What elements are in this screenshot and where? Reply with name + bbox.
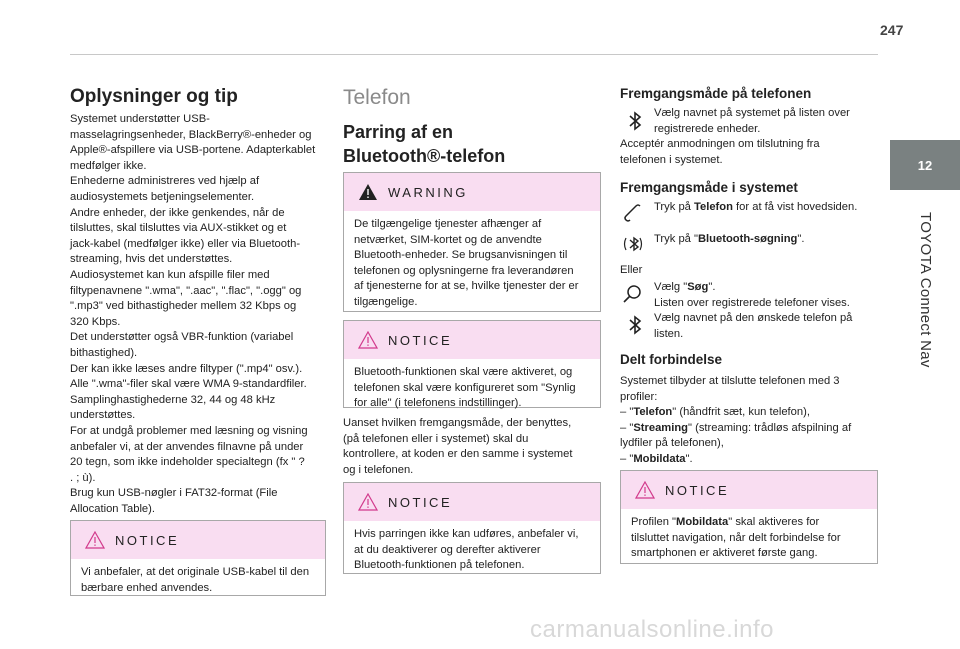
text-line: Systemet understøtter USB- <box>70 113 210 125</box>
warning-triangle-icon <box>85 531 105 549</box>
text-line: medfølger ikke. <box>70 159 147 172</box>
warning-triangle-icon <box>358 183 378 201</box>
text-line: af tjenesterne for at se, hvilke tjenester der er <box>354 280 579 293</box>
text-line: (på telefonen eller i systemet) skal du <box>343 432 529 445</box>
text-line: Enhederne administreres ved hjælp af <box>70 175 260 188</box>
system-step-telefon: Tryk på Telefon for at få vist hovedsiden. <box>654 201 858 213</box>
warning-box <box>343 172 601 312</box>
text-line: Alle ".wma"-filer skal være WMA 9-standardfiler. <box>70 378 307 391</box>
text-line: jack-kabel (medfølger ikke) eller via Bluetooth- <box>70 237 301 250</box>
warning-label: WARNING <box>388 184 468 200</box>
notice-line: Profilen "Mobildata" skal aktiveres for <box>631 516 820 528</box>
notice-line: tilsluttet navigation, når delt forbindelse for <box>631 531 841 544</box>
text-line: Allocation Table). <box>70 503 155 515</box>
notice-label: NOTICE <box>388 494 453 510</box>
phone-after-line: telefonen i systemet. <box>620 153 723 166</box>
heading-phone-procedure: Fremgangsmåde på telefonen <box>620 86 812 101</box>
text-line: Brug kun USB-nøgler i FAT32-format (File <box>70 487 278 500</box>
text-line: tilgængelige. <box>354 295 418 308</box>
notice-box-mobildata <box>620 470 878 564</box>
notice-label: NOTICE <box>388 332 453 348</box>
text-line: De tilgængelige tjenester afhænger af <box>354 218 542 230</box>
text-line: Det understøtter også VBR-funktion (variabel <box>70 331 294 344</box>
warning-triangle-icon <box>358 331 378 349</box>
text-line: Samplinghastighederne 32, 44 og 48 kHz <box>70 393 276 406</box>
heading-info-tips: Oplysninger og tip <box>70 86 238 107</box>
or-label: Eller <box>620 264 643 276</box>
text-line: streaming, hvis det understøttes. <box>70 253 233 266</box>
phone-step-line: registrerede enheder. <box>654 122 761 135</box>
notice-header <box>71 521 325 559</box>
shared-line: lydfiler på telefonen), <box>620 437 724 450</box>
bluetooth-search-icon <box>620 232 646 258</box>
phone-step-line: Vælg navnet på systemet på listen over <box>654 107 850 119</box>
text-line: kontrollere, at koden er den samme i systemet <box>343 448 573 461</box>
text-line: Hvis parringen ikke kan udføres, anbefaler vi, <box>354 528 579 540</box>
page-number: 247 <box>880 22 904 38</box>
text-line: tilsluttes, skal tilsluttes via AUX-stikket og et <box>70 222 287 235</box>
text-line: Andre enheder, der ikke genkendes, når de <box>70 206 285 219</box>
warning-triangle-icon <box>358 493 378 511</box>
text-line: understøttes. <box>70 409 136 422</box>
notice-header <box>344 483 600 521</box>
notice-line: Vi anbefaler, at det originale USB-kabel til den <box>81 566 310 578</box>
system-step-select: Vælg navnet på den ønskede telefon på <box>654 312 853 325</box>
text-line: . ; ù). <box>70 471 96 484</box>
text-line: anbefaler vi, at der anvendes filnavne på under <box>70 440 304 453</box>
notice-header <box>621 471 877 509</box>
text-line: og i telefonen. <box>343 463 414 476</box>
search-magnifier-icon <box>620 282 646 308</box>
shared-line: profiler: <box>620 390 658 403</box>
shared-line: Systemet tilbyder at tilslutte telefonen med 3 <box>620 375 840 387</box>
system-step-select: listen. <box>654 327 684 340</box>
notice-box-pairing <box>343 482 601 574</box>
notice-box-bluetooth <box>343 320 601 408</box>
shared-profile-streaming: – "Streaming" (streaming: trådløs afspilning af <box>620 421 852 434</box>
subtitle-pairing-1: Parring af en <box>343 122 454 142</box>
text-line: Apple®-afspillere via USB-portene. Adapterkablet <box>70 144 316 157</box>
notice-line: smartphonen er aktiveret første gang. <box>631 547 818 560</box>
text-line: 320 Kbps. <box>70 315 121 328</box>
heading-shared-connection: Delt forbindelse <box>620 352 723 367</box>
section-title-telefon: Telefon <box>343 86 411 109</box>
shared-profile-telefon: – "Telefon" (håndfrit sæt, kun telefon), <box>620 406 810 419</box>
text-line: audiosystemets betjeningselementer. <box>70 191 255 203</box>
chapter-label: TOYOTA Connect Nav <box>917 212 934 368</box>
shared-profile-mobildata: – "Mobildata". <box>620 453 693 465</box>
system-step-search: Vælg "Søg". <box>654 281 716 293</box>
text-line: netværket, SIM-kortet og de anvendte <box>354 233 542 246</box>
notice-label: NOTICE <box>115 532 180 548</box>
heading-system-procedure: Fremgangsmåde i systemet <box>620 180 798 195</box>
text-line: filtypenavnene ".wma", ".aac", ".flac", ".ogg" og <box>70 284 302 297</box>
text-line: Audiosystemet kan kun afspille filer med <box>70 269 270 281</box>
text-line: Bluetooth-funktionen skal være aktiveret, og <box>354 366 573 378</box>
phone-handset-icon <box>620 200 646 226</box>
chapter-number: 12 <box>917 157 933 173</box>
text-line: ".mp3" ved bithastigheder mellem 32 Kbps og <box>70 300 297 313</box>
bluetooth-icon <box>622 312 648 338</box>
watermark: carmanualsonline.info <box>530 616 774 643</box>
text-line: 20 tegn, som ikke indeholder specialtegn (fx " ? <box>70 456 305 469</box>
text-line: For at undgå problemer med læsning og visning <box>70 425 308 437</box>
top-rule <box>70 54 878 55</box>
phone-after-line: Acceptér anmodningen om tilslutning fra <box>620 138 820 151</box>
text-line: Der kan ikke læses andre filtyper (".mp4" osv.). <box>70 362 303 375</box>
text-line: telefonen skal være konfigureret som "Synlig <box>354 381 576 394</box>
text-line: for alle" (i telefonens indstillinger). <box>354 397 522 410</box>
text-line: Uanset hvilken fremgangsmåde, der benyttes, <box>343 417 572 429</box>
text-line: masselagringsenheder, BlackBerry®-enheder og <box>70 128 312 141</box>
text-line: Bluetooth-funktionen på telefonen. <box>354 559 525 572</box>
notice-label: NOTICE <box>665 482 730 498</box>
subtitle-pairing-2: Bluetooth®-telefon <box>343 146 506 166</box>
notice-box-usb <box>70 520 326 596</box>
notice-header <box>344 321 600 359</box>
text-line: at du deaktiverer og derefter aktiverer <box>354 543 541 556</box>
notice-line: bærbare enhed anvendes. <box>81 581 213 594</box>
system-step-bluetooth-search: Tryk på "Bluetooth-søgning". <box>654 233 805 245</box>
warning-header <box>344 173 600 211</box>
text-line: Bluetooth-enheder. Se brugsanvisningen til <box>354 249 568 262</box>
text-line: bithastighed). <box>70 347 138 359</box>
bluetooth-icon <box>622 108 648 134</box>
warning-triangle-icon <box>635 481 655 499</box>
text-line: telefonen og oplysningerne fra leverandøren <box>354 264 574 277</box>
system-step-list: Listen over registrerede telefoner vises. <box>654 296 850 309</box>
